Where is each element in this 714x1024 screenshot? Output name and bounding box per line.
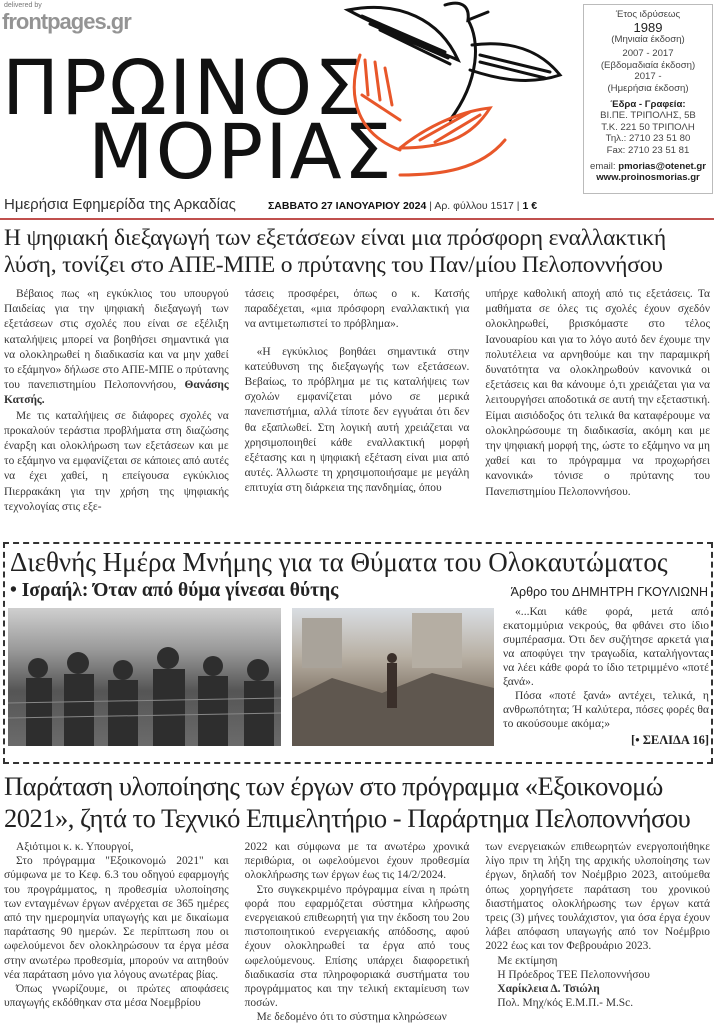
founded-label: Έτος ιδρύσεως [615,9,681,20]
issue-price: 1 € [522,200,538,212]
article-1-text: «Η εγκύκλιος βοηθάει σημαντικά στην κατεύθυνση της διεξαγωγής των εξετάσεων. Βεβαίως, το πρόβλημα με τις καταλήψεις των σχολών εμφανίζεται μόνο σε μερικά πανεπιστήμια, αλλά τίποτε δεν εγγυάται ότι δεν θα εξαπλωθεί. Στη λογική αυτή χρειάζεται να χρησιμοποιηθεί κάθε εναλλακτική μορφή εξέτασης και η ψηφιακή εξέταση είναι μια από αυτές. Άλλωστε τη χρησιμοποιήσαμε με μεγάλη επιτυχία στη διάρκεια της πανδημίας, όπου [244,345,470,495]
weekly-years: 2007 - 2017 [622,48,674,60]
article-1-person: Θανάσης Κατσής. [4,379,229,407]
photo-figures [8,608,281,746]
article-1-text: τάσεις προσφέρει, όπως ο κ. Κατσής παραδέχεται, «μια πρόσφορη εναλλακτική για να αντιμετωπιστεί το πρόβλημα». [244,288,470,331]
article-1-column-1 [4,287,229,515]
dove-hands-icon [340,0,565,185]
logo-word-1: ΠΡΩΙΝΟΣ [2,43,365,132]
address-line-1: ΒΙ.ΠΕ. ΤΡΙΠΟΛΗΣ, 5Β [600,110,696,122]
article-2-text: Στο πρόγραμμα "Εξοικονομώ 2021" και σύμφωνα με το Κεφ. 6.3 του οδηγού εφαρμογής του προγράμματος, η προθεσμία υλοποίησης των ενταγμένων έργων ανέρχεται σε 365 ημέρες από την ημερομηνία υπαγωγής και με δικαίωμα παράτασης 90 ημερών. Σε περίπτωση που οι ωφελούμενοι δεν ολοκληρώσουν τα έργα μέσα στην ανωτέρω προθεσμία, μπορούν να αιτηθούν νέα παράταση μόνο για λόγους ανωτέρας βίας. [4,855,229,981]
signer-name: Χαρίκλεια Δ. Τσιώλη [497,983,600,996]
signer-title: Η Πρόεδρος ΤΕΕ Πελοποννήσου [497,968,650,981]
watermark: frontpages.gr [2,9,131,34]
feature-subhead-row [10,579,708,603]
issue-info: ΣΑΒΒΑΤΟ 27 ΙΑΝΟΥΑΡΙΟΥ 2024 | Αρ. φύλλου 1517 | 1 € [268,200,538,212]
tagline: Ημερήσια Εφημερίδα της Αρκαδίας [4,196,236,213]
publisher-info-box [583,4,713,194]
article-1-text: Με τις καταλήψεις σε διάφορες σχολές να προκαλούν τεράστια προβλήματα στη διαζώσης έναρξη και ολοκλήρωση των εξετάσεων και με το εξάμηνο να εμφανίζεται σε κάποιες από αυτές να έχει χαθεί, η επείγουσα εγκύκλιος Πιερρακάκη για την χρήση της ψηφιακής τεχνολογίας στις εξε- [4,409,229,513]
email-link[interactable]: pmorias@otenet.gr [618,160,706,172]
daily-edition: (Ημερήσια έκδοση) [607,82,689,94]
fax: Fax: 2710 23 51 81 [606,144,690,156]
article-1-column-3 [485,287,710,515]
feature-subhead[interactable]: • Ισραήλ: Όταν από θύμα γίνεσαι θύτης [10,580,339,601]
article-2-text: Με δεδομένο ότι το σύστημα κληρώσεων [256,1011,447,1024]
article-2-column-3 [485,840,710,1024]
article-2-text: Όπως γνωρίζουμε, οι πρώτες αποφάσεις υπαγωγής εκδόθηκαν στα μέσα Νοεμβρίου [4,983,229,1010]
article-1 [4,225,710,538]
closing: Με εκτίμηση [497,954,558,967]
feature-quote [503,605,709,748]
daily-years: 2017 - [634,71,662,83]
issue-number: Αρ. φύλλου 1517 [434,200,514,212]
quote-text: «...Και κάθε φορά, μετά από εκατομμύρια νεκρούς, θα φθάνει στο ίδιο συμπέρασμα. Ότι δεν συζήτησε αρκετά για να αποφύγει την τραγωδία, καταλήγοντας να λέει κάθε φορά το ίδιο τετριμμένο «ποτέ ξανά». [503,605,709,688]
website-link[interactable]: www.proinosmorias.gr [596,172,700,184]
watermark-small: delivered by [4,2,42,9]
gaza-ruins-photo [292,608,494,746]
article-2-headline[interactable]: Παράταση υλοποίησης των έργων στο πρόγραμμα «Εξοικονομώ 2021», ζητά το Τεχνικό Επιμελητήριο - Παράρτημα Πελοποννήσου [4,771,691,833]
feature-headline[interactable]: Διεθνής Ημέρα Μνήμης για τα Θύματα του Ολοκαυτώματος [10,547,668,577]
article-2-salutation: Αξιότιμοι κ. κ. Υπουργοί, [16,841,134,853]
office-label: Έδρα - Γραφεία: [610,98,686,110]
page-reference[interactable]: [• ΣΕΛΙΔΑ 16] [631,733,709,747]
article-2 [4,770,710,1024]
article-2-text: 2022 και σύμφωνα με τα ανωτέρω χρονικά περιθώρια, οι ωφελούμενοι έχουν προθεσμία ολοκλήρωσης των έργων έως τις 14/2/2024. [244,841,470,882]
article-1-text: Βέβαιος πως «η εγκύκλιος του υπουργού Παιδείας για την ψηφιακή διεξαγωγή των εξετάσεων στις σχολές που είναι σε εξέλιξη καταλήψεις μπορεί να βοηθήσει σημαντικά για να ολοκληρωθεί η διαδικασία και να μην χαθεί το εξάμηνο» δήλωσε στο ΑΠΕ-ΜΠΕ ο πρύτανης του πανεπιστημίου Πελοποννήσου, [4,288,229,392]
article-1-column-2 [245,287,470,515]
address-line-2: Τ.Κ. 221 50 ΤΡΙΠΟΛΗ [601,121,695,133]
article-2-text: Στο συγκεκριμένο πρόγραμμα είναι η πρώτη φορά που εφαρμόζεται σύστημα κλήρωσης ενεργειακού επιθεωρητή για την έκδοση του 2ου πιστοποιητικού ενεργειακής απόδοσης, αφού έχουν ολοκληρωθεί τα έργα από τους ωφελούμενους. Επίσης υπάρχει διαφορετική διαδικασία στα πληροφοριακά συστήματα του προγράμματος και την τελική εκταμίευση των ποσών. [244,883,470,1010]
article-1-headline[interactable]: Η ψηφιακή διεξαγωγή των εξετάσεων είναι μια πρόσφορη εναλλακτική λύση, τονίζει στο ΑΠΕ-ΜΠΕ ο πρύτανης του Παν/μίου Πελοποννήσου [4,225,667,278]
article-1-text: υπήρχε καθολική αποχή από τις εξετάσεις. Τα μαθήματα σε όλες τις σχολές έχουν σχεδόν ολοκληρωθεί, βρισκόμαστε στο τέλος Ιανουαρίου και για το λόγο αυτό δεν έχουμε την πολυτέλεια να αρνηθούμε και την παραμικρή δυνατότητα να ολοκληρωθούν κανονικά οι εξετάσεις και θα κάνουμε ό,τι χρειάζεται για να λειτουργήσει αποδοτικά σε αυτή την εξεταστική. Είμαι αισιόδοξος ότι τελικά θα καταφέρουμε να ολοκληρώσουμε τη διαδικασία, ακόμη και με την ψηφιακή μορφή της, ώστε το εξάμηνο να μη χαθεί και το πρόγραμμα να προχωρήσει κανονικά» τόνισε ο πρύτανης του Πανεπιστημίου Πελοποννήσου. [485,288,710,498]
feature-byline: Άρθρο του ΔΗΜΗΤΡΗ ΓΚΟΥΛΙΩΝΗ [510,585,708,599]
quote-text: Πόσα «ποτέ ξανά» αντέχει, τελικά, η ανθρωπότητα; Ή καλύτερα, πόσες φορές θα το ακούσουμε ακόμα;» [503,689,709,730]
photo-ruins [292,608,494,746]
email-label: email: [590,160,616,172]
signer-credentials: Πολ. Μηχ/κός Ε.Μ.Π.- M.Sc. [497,997,634,1010]
article-2-text: των ενεργειακών επιθεωρητών ενεργοποιήθηκε λίγο πριν τη λήξη της αρχικής υλοποίησης των έργων, δηλαδή τον Νοέμβριο 2023, αιτούμεθα όπως χορηγήσετε παράταση του χρονικού διαστήματος ολοκλήρωσης των έργων κατά τρεις (3) μήνες τουλάχιστον, για όσα έργα έχουν λάβει απόφαση υπαγωγής από τον Νοέμβριο 2022 έως και τον Φεβρουάριο 2023. [485,841,710,953]
monthly-edition: (Μηνιαία έκδοση) [611,33,685,45]
article-2-column-2 [245,840,470,1024]
holocaust-children-photo [8,608,281,746]
phone: Τηλ.: 2710 23 51 80 [605,133,691,145]
issue-date: ΣΑΒΒΑΤΟ 27 ΙΑΝΟΥΑΡΙΟΥ 2024 [268,200,427,212]
weekly-edition: (Εβδομαδιαία έκδοση) [600,59,696,71]
masthead-rule [0,218,714,220]
logo-word-2: ΜΟΡΙΑΣ [88,107,394,196]
article-2-column-1 [4,840,229,1024]
founded-year: 1989 [633,19,663,35]
